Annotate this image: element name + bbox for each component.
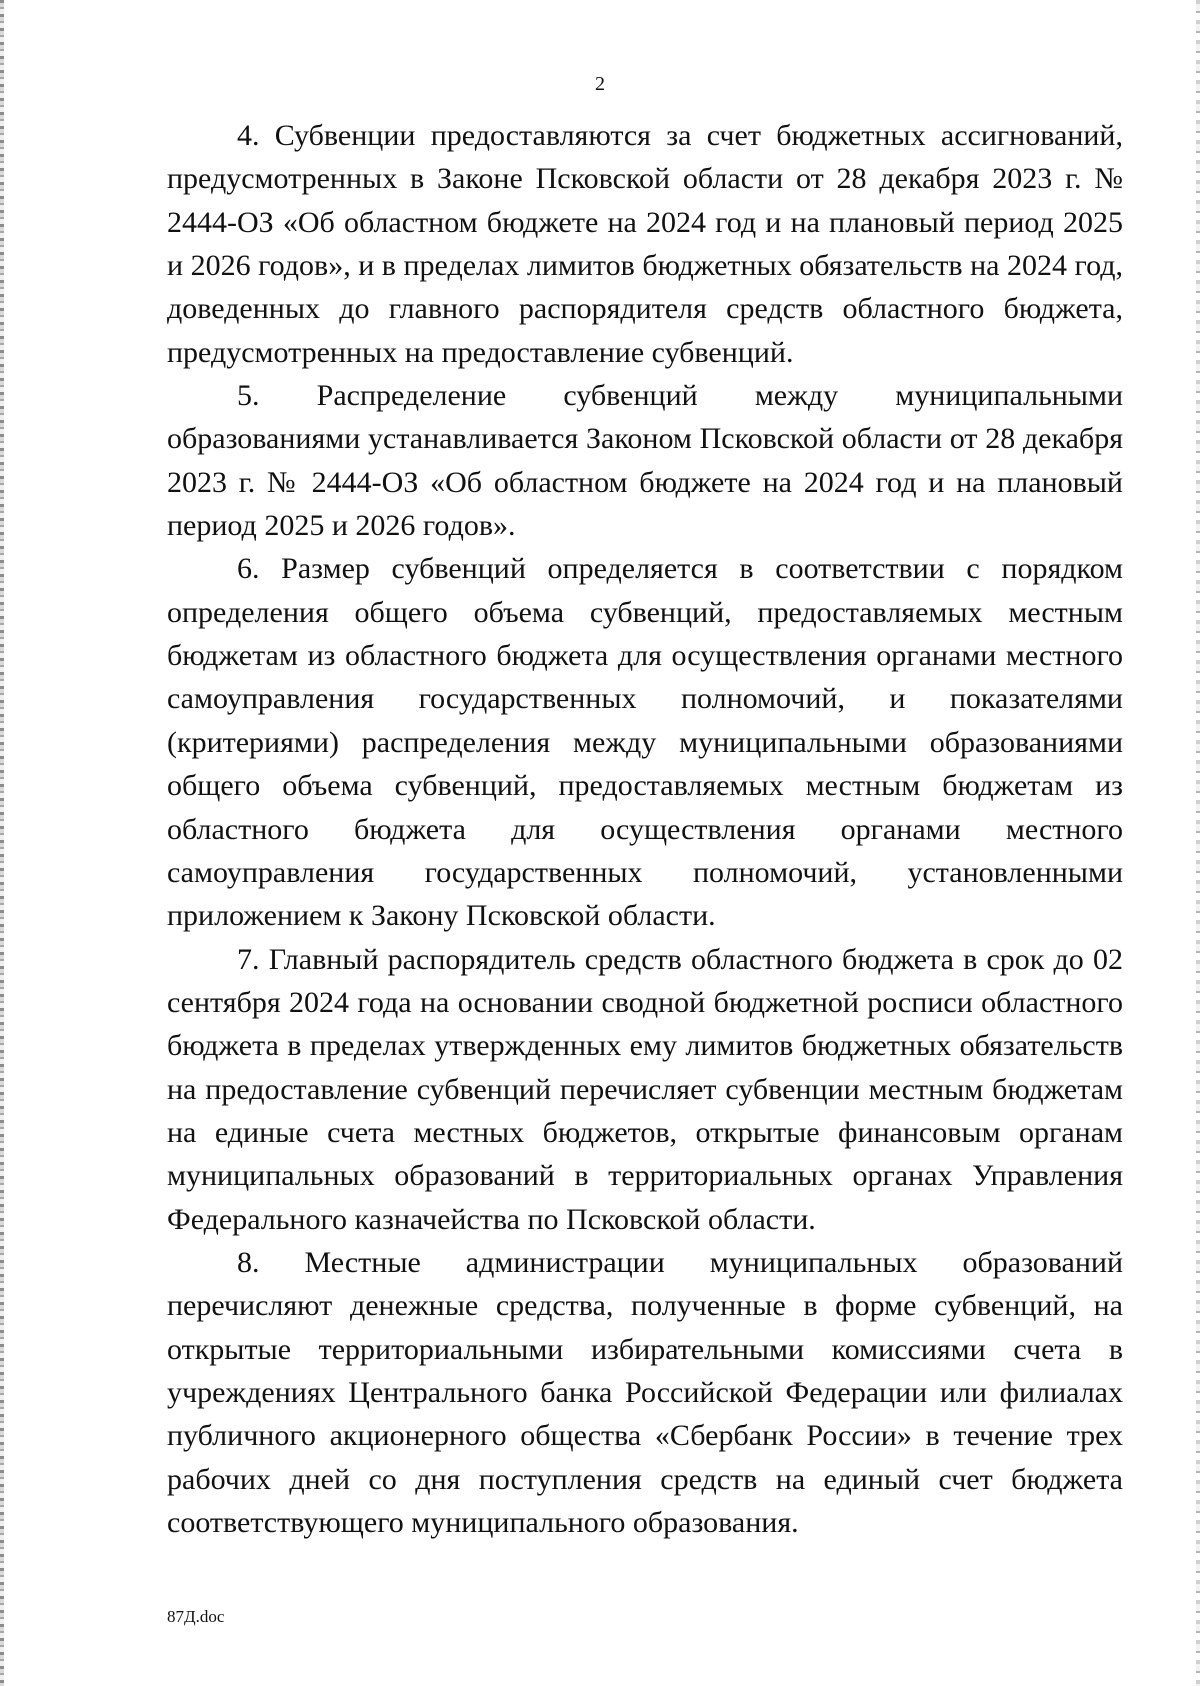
document-file-code: 87Д.doc: [167, 1607, 225, 1626]
document-body: [167, 114, 1123, 1544]
paragraph-8: 8. Местные администрации муниципальных образований перечисляют денежные средства, полученные в форме субвенций, на открытые территориальными избирательными комиссиями счета в учреждениях Центрального банка Российской Федерации или филиалах публичного акционерного общества «Сбербанк России» в течение трех рабочих дней со дня поступления средств на единый счет бюджета соответствующего муниципального образования.: [167, 1245, 1123, 1539]
scan-edge-right: [1196, 0, 1200, 1686]
paragraph-5: 5. Распределение субвенций между муниципальными образованиями устанавливается Законом Псковской области от 28 декабря 2023 г. № 2444-ОЗ «Об областном бюджете на 2024 год и на плановый период 2025 и 2026 годов».: [167, 379, 1123, 543]
paragraph-6: 6. Размер субвенций определяется в соответствии с порядком определения общего объема субвенций, предоставляемых местным бюджетам из областного бюджета для осуществления органами местного самоуправления государственных полномочий, и показателями (критериями) распределения между муниципальными образованиями общего объема субвенций, предоставляемых местным бюджетам из областного бюджета для осуществления органами местного самоуправления государственных полномочий, установленными приложением к Закону Псковской области.: [167, 552, 1123, 933]
paragraph-4: 4. Субвенции предоставляются за счет бюджетных ассигнований, предусмотренных в Законе Псковской области от 28 декабря 2023 г. № 2444-ОЗ «Об областном бюджете на 2024 год и на плановый период 2025 и 2026 годов», и в пределах лимитов бюджетных обязательств на 2024 год, доведенных до главного распорядителя средств областного бюджета, предусмотренных на предоставление субвенций.: [167, 119, 1123, 369]
scan-edge-left: [0, 0, 4, 1686]
page-number: 2: [595, 73, 605, 95]
paragraph-7: 7. Главный распорядитель средств областного бюджета в срок до 02 сентября 2024 года на основании сводной бюджетной росписи областного бюджета в пределах утвержденных ему лимитов бюджетных обязательств на предоставление субвенций перечисляет субвенции местным бюджетам на единые счета местных бюджетов, открытые финансовым органам муниципальных образований в территориальных органах Управления Федерального казначейства по Псковской области.: [167, 942, 1123, 1236]
